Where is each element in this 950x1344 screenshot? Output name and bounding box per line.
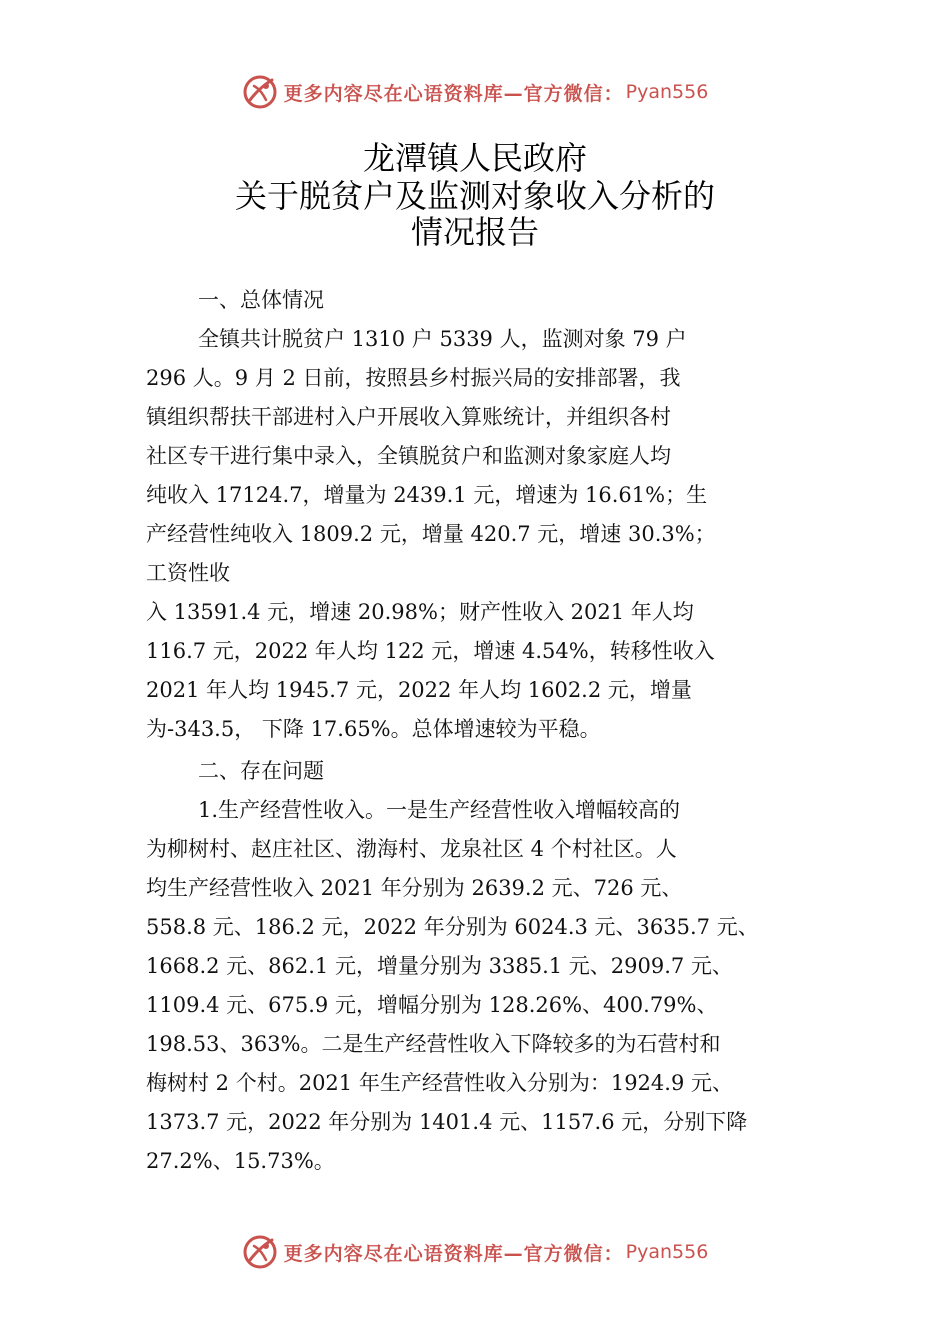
document-title-line-2: 关于脱贫户及监测对象收入分析的 [234,177,715,215]
document-title-line-1: 龙潭镇人民政府 [362,139,587,177]
body-line: 为-343.5， 下降 17.65%。总体增速较为平稳。 [146,717,601,741]
watermark-text: 更多内容尽在心语资料库—官方微信： [283,1242,624,1265]
watermark-text: 更多内容尽在心语资料库—官方微信： [283,82,624,105]
body-line: 入 13591.4 元，增速 20.98%；财产性收入 2021 年人均 [146,600,694,624]
section-heading-overview: 一、总体情况 [198,288,324,312]
body-line: 产经营性纯收入 1809.2 元，增量 420.7 元，增速 30.3%； [146,522,716,546]
body-line: 198.53、363%。二是生产经营性收入下降较多的为石营村和 [146,1032,721,1056]
body-line: 梅树村 2 个村。2021 年生产经营性收入分别为：1924.9 元、 [146,1071,733,1095]
section-heading-issues: 二、存在问题 [198,759,324,783]
body-line: 27.2%、15.73%。 [146,1149,335,1173]
body-line: 镇组织帮扶干部进村入户开展收入算账统计，并组织各村 [146,405,671,429]
body-line: 1109.4 元、675.9 元，增幅分别为 128.26%、400.79%、 [146,993,718,1017]
watermark-wechat-id: Pyan556 [625,1241,709,1263]
body-line: 纯收入 17124.7，增量为 2439.1 元，增速为 16.61%；生 [146,483,708,507]
body-line: 296 人。9 月 2 日前，按照县乡村振兴局的安排部署，我 [146,366,681,390]
watermark-wechat-id: Pyan556 [625,81,709,103]
body-line: 116.7 元，2022 年人均 122 元，增速 4.54%，转移性收入 [146,639,715,663]
watermark-logo-icon [242,1234,278,1270]
body-line: 社区专干进行集中录入，全镇脱贫户和监测对象家庭人均 [146,444,671,468]
watermark-header [0,70,950,114]
body-line: 1668.2 元、862.1 元，增量分别为 3385.1 元、2909.7 元、 [146,954,733,978]
body-line: 为柳树村、赵庄社区、渤海村、龙泉社区 4 个村社区。人 [146,837,677,861]
body-line: 工资性收 [146,561,230,585]
watermark-logo-icon [242,74,278,110]
body-line: 2021 年人均 1945.7 元，2022 年人均 1602.2 元，增量 [146,678,692,702]
body-line: 均生产经营性收入 2021 年分别为 2639.2 元、726 元、 [146,876,683,900]
body-line: 1.生产经营性收入。一是生产经营性收入增幅较高的 [198,798,681,822]
body-line: 全镇共计脱贫户 1310 户 5339 人，监测对象 79 户 [198,327,687,351]
watermark-footer [0,1230,950,1274]
body-line: 1373.7 元，2022 年分别为 1401.4 元、1157.6 元，分别下降 [146,1110,748,1134]
body-line: 558.8 元、186.2 元，2022 年分别为 6024.3 元、3635.7 元、 [146,915,759,939]
document-title-line-3: 情况报告 [410,213,539,251]
